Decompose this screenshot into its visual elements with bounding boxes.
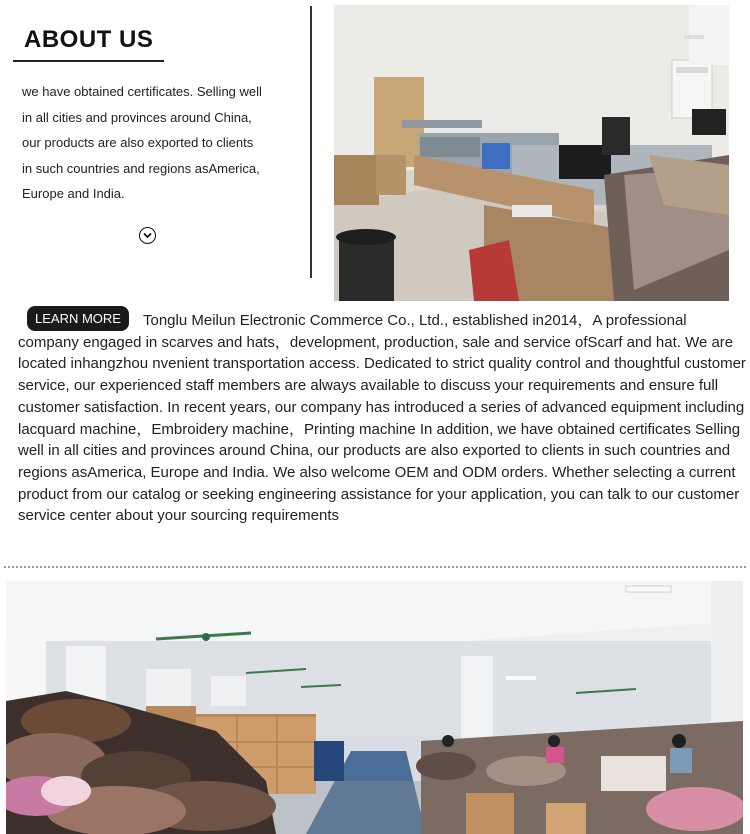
learn-more-button[interactable]: LEARN MORE (27, 306, 129, 331)
about-line: our products are also exported to clients (22, 135, 254, 150)
about-line: Europe and India. (22, 186, 125, 201)
factory-photo (6, 581, 743, 834)
vertical-divider (310, 6, 312, 278)
about-title: ABOUT US (24, 26, 154, 53)
chevron-down-icon (143, 232, 152, 239)
company-description: Tonglu Meilun Electronic Commerce Co., Ltd., established in2014，A professional company engaged in scarves and hats，development, production, sale and service ofScarf and hat. We are located inhangzhou nvenient transportation access. Dedicated to strict quality control and thoughtful customer service, our experienced staff members are always available to discuss your requirements and ensure full customer satisfaction. In recent years, our company has introduced a series of advanced equipment including lacquard machine，Embroidery machine，Printing machine In addition, we have obtained certificates Selling well in all cities and provinces around China, our products are also exported to clients in such countries and regions asAmerica, Europe and India. We also welcome OEM and ODM orders. Whether selecting a current product from our catalog or seeking engineering assistance for your application, you can talk to our customer service center about your sourcing requirements (18, 312, 746, 525)
office-photo (334, 5, 729, 301)
chevron-down-circle-icon[interactable] (139, 227, 156, 244)
about-summary (22, 79, 292, 207)
about-line: in all cities and provinces around China, (22, 109, 252, 125)
dotted-divider (4, 566, 746, 568)
about-line: we have obtained certificates. Selling well (22, 84, 262, 99)
title-underline (13, 60, 164, 62)
about-line: in such countries and regions asAmerica, (22, 160, 260, 176)
